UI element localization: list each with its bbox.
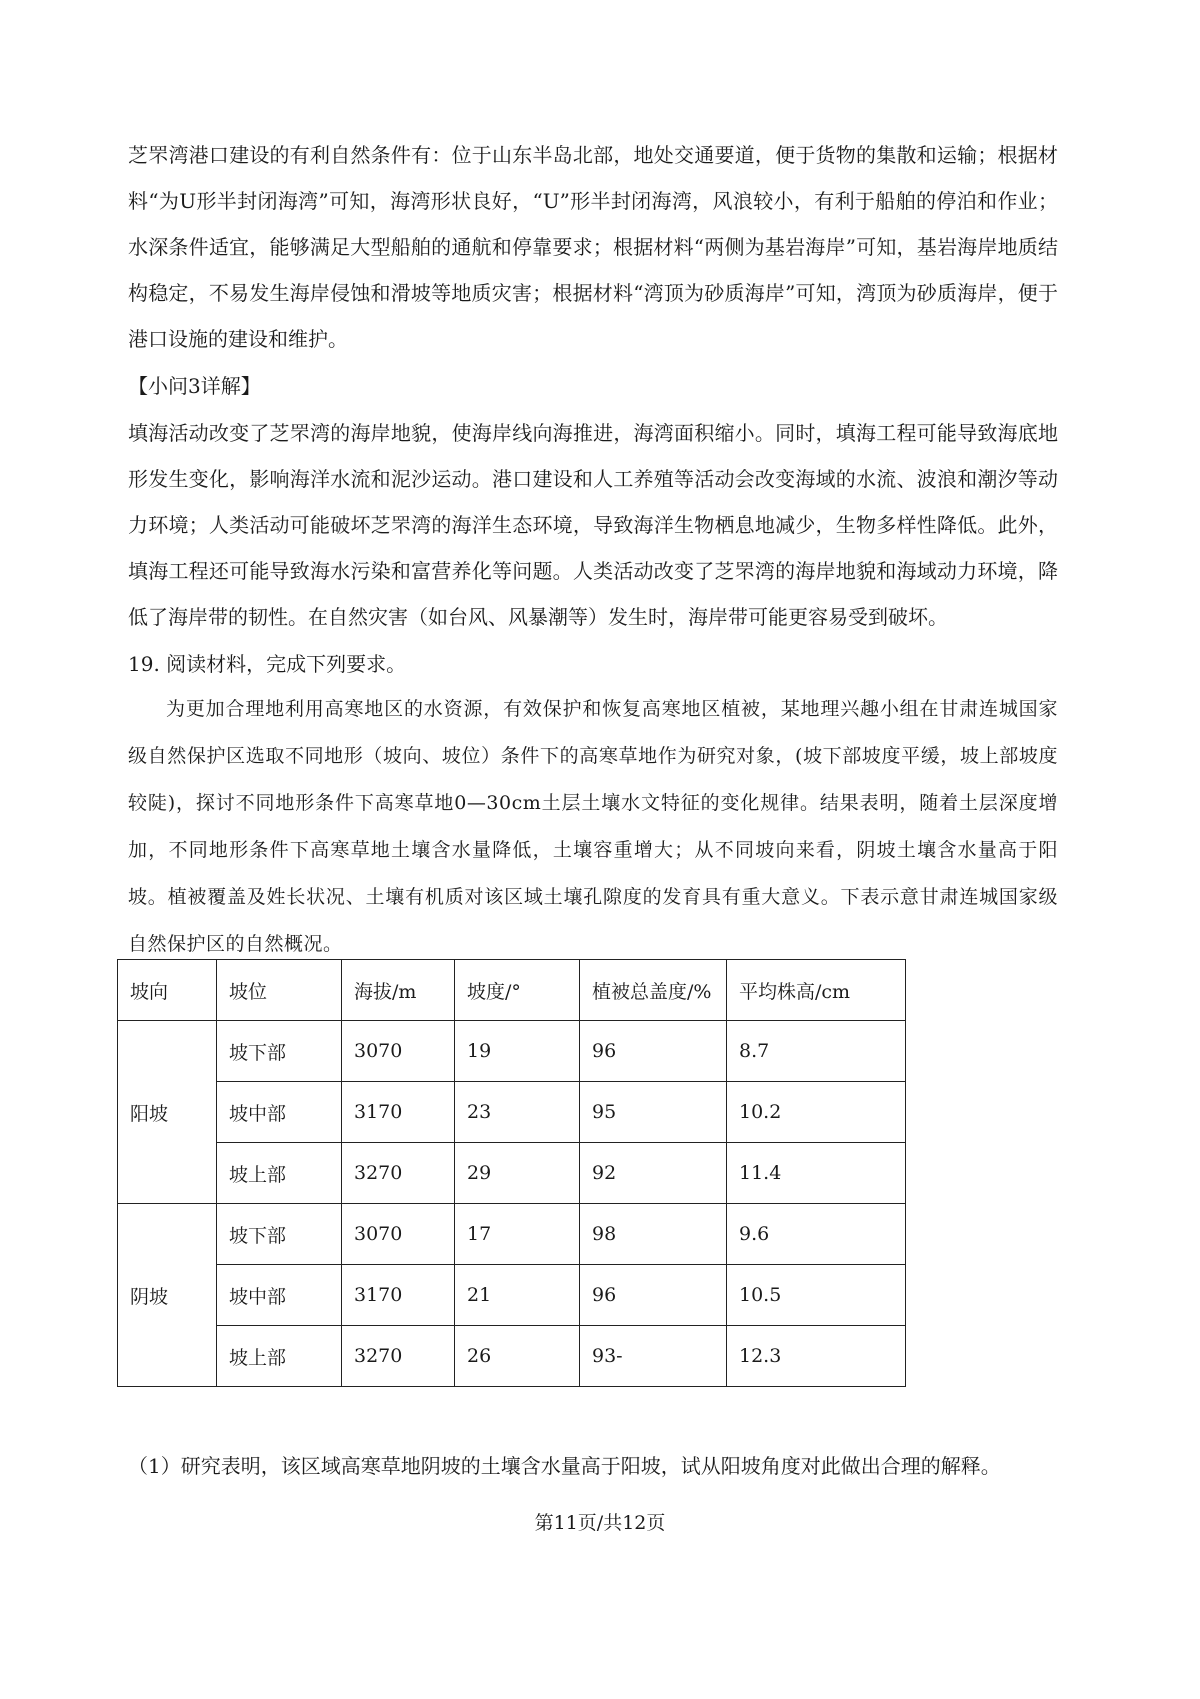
table-header-cell: 坡位 — [217, 960, 342, 1021]
table-cell: 3270 — [342, 1326, 455, 1387]
table-header-cell: 海拔/m — [342, 960, 455, 1021]
table-cell: 17 — [455, 1204, 580, 1265]
table-cell: 23 — [455, 1082, 580, 1143]
table-row — [118, 1326, 906, 1387]
table-cell: 3170 — [342, 1265, 455, 1326]
table-cell: 26 — [455, 1326, 580, 1387]
table-row — [118, 1021, 906, 1082]
table-cell: 3270 — [342, 1143, 455, 1204]
table-cell: 坡上部 — [217, 1326, 342, 1387]
table-cell: 19 — [455, 1021, 580, 1082]
question-19-title: 19. 阅读材料，完成下列要求。 — [128, 652, 407, 676]
table-cell: 96 — [580, 1021, 727, 1082]
table-cell: 3070 — [342, 1021, 455, 1082]
table-cell: 21 — [455, 1265, 580, 1326]
table-cell: 29 — [455, 1143, 580, 1204]
table-cell: 12.3 — [727, 1326, 906, 1387]
reading-material: 为更加合理地利用高寒地区的水资源，有效保护和恢复高寒地区植被，某地理兴趣小组在甘肃连城国家级自然保护区选取不同地形（坡向、坡位）条件下的高寒草地作为研究对象，(坡下部坡度平缓，坡上部坡度较陡)，探讨不同地形条件下高寒草地0—30cm土层土壤水文特征的变化规律。结果表明，随着土层深度增加，不同地形条件下高寒草地土壤含水量降低，土壤容重增大；从不同坡向来看，阴坡土壤含水量高于阳坡。植被覆盖及姓长状况、土壤有机质对该区域土壤孔隙度的发育具有重大意义。下表示意甘肃连城国家级自然保护区的自然概况。 — [128, 698, 1058, 955]
table-cell: 坡下部 — [217, 1204, 342, 1265]
sub-question-3-heading: 【小问3详解】 — [128, 374, 261, 398]
table-header-cell: 平均株高/cm — [727, 960, 906, 1021]
table-cell: 3070 — [342, 1204, 455, 1265]
table-header-row — [118, 960, 906, 1021]
sub-question-3-paragraph: 填海活动改变了芝罘湾的海岸地貌，使海岸线向海推进，海湾面积缩小。同时，填海工程可能导致海底地形发生变化，影响海洋水流和泥沙运动。港口建设和人工养殖等活动会改变海域的水流、波浪和潮汐等动力环境；人类活动可能破坏芝罘湾的海洋生态环境，导致海洋生物栖息地减少，生物多样性降低。此外，填海工程还可能导致海水污染和富营养化等问题。人类活动改变了芝罘湾的海岸地貌和海域动力环境，降低了海岸带的韧性。在自然灾害（如台风、风暴潮等）发生时，海岸带可能更容易受到破坏。 — [128, 421, 1058, 629]
table-cell: 3170 — [342, 1082, 455, 1143]
table-row — [118, 1082, 906, 1143]
sub-question-1: （1）研究表明，该区域高寒草地阴坡的土壤含水量高于阳坡，试从阳坡角度对此做出合理的解释。 — [128, 1454, 1001, 1478]
table-cell: 92 — [580, 1143, 727, 1204]
table-cell: 8.7 — [727, 1021, 906, 1082]
table-cell: 93- — [580, 1326, 727, 1387]
table-cell: 96 — [580, 1265, 727, 1326]
answer-paragraph: 芝罘湾港口建设的有利自然条件有：位于山东半岛北部，地处交通要道，便于货物的集散和运输；根据材料“为U形半封闭海湾”可知，海湾形状良好，“U”形半封闭海湾，风浪较小，有利于船舶的停泊和作业；水深条件适宜，能够满足大型船舶的通航和停靠要求；根据材料“两侧为基岩海岸”可知，基岩海岸地质结构稳定，不易发生海岸侵蚀和滑坡等地质灾害；根据材料“湾顶为砂质海岸”可知，湾顶为砂质海岸，便于港口设施的建设和维护。 — [128, 143, 1058, 351]
table-cell: 10.2 — [727, 1082, 906, 1143]
table-cell: 9.6 — [727, 1204, 906, 1265]
table-row — [118, 1265, 906, 1326]
table-cell: 11.4 — [727, 1143, 906, 1204]
table-cell: 95 — [580, 1082, 727, 1143]
table-header-cell: 坡度/° — [455, 960, 580, 1021]
page-footer: 第11页/共12页 — [534, 1512, 666, 1534]
slope-aspect-cell: 阳坡 — [118, 1021, 217, 1204]
table-cell: 10.5 — [727, 1265, 906, 1326]
table-header-cell: 植被总盖度/% — [580, 960, 727, 1021]
table-header-cell: 坡向 — [118, 960, 217, 1021]
table-cell: 坡上部 — [217, 1143, 342, 1204]
table-row — [118, 1143, 906, 1204]
table-cell: 坡中部 — [217, 1265, 342, 1326]
table-cell: 坡中部 — [217, 1082, 342, 1143]
table-cell: 98 — [580, 1204, 727, 1265]
table-cell: 坡下部 — [217, 1021, 342, 1082]
data-table — [117, 959, 906, 1387]
slope-aspect-cell: 阴坡 — [118, 1204, 217, 1387]
table-row — [118, 1204, 906, 1265]
